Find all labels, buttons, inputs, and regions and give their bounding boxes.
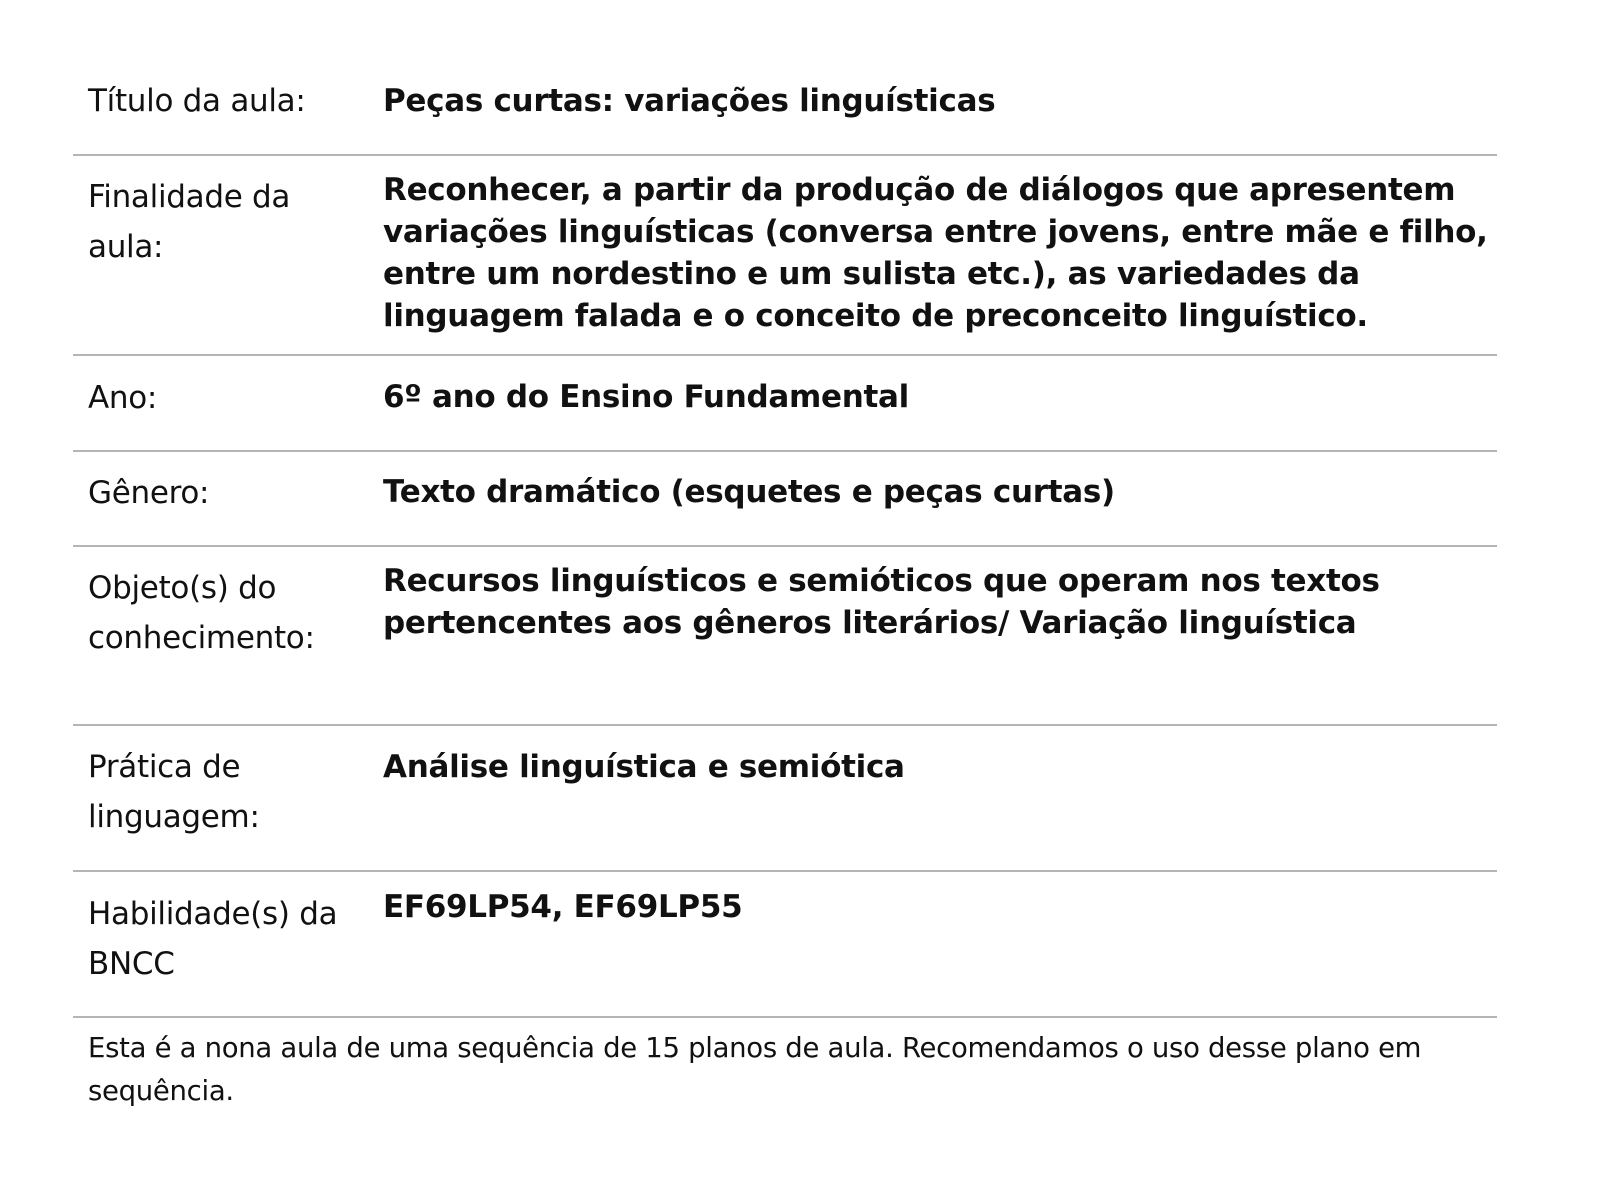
row-genero — [73, 452, 1497, 547]
row-label: Título da aula: — [88, 83, 306, 119]
row-finalidade — [73, 156, 1497, 356]
row-value: Texto dramático (esquetes e peças curtas) — [383, 474, 1115, 510]
row-label: Prática de linguagem: — [88, 749, 260, 835]
row-pratica — [73, 726, 1497, 872]
row-value: EF69LP54, EF69LP55 — [383, 889, 743, 925]
row-label: Gênero: — [88, 475, 210, 511]
row-value: Peças curtas: variações linguísticas — [383, 83, 996, 119]
row-label: Habilidade(s) da BNCC — [88, 896, 338, 982]
row-titulo — [73, 0, 1497, 156]
row-label: Finalidade da aula: — [88, 179, 291, 265]
row-value: Análise linguística e semiótica — [383, 749, 905, 785]
row-value: Recursos linguísticos e semióticos que operam nos textos pertencentes aos gêneros literários/ Variação linguística — [383, 563, 1380, 641]
row-ano — [73, 356, 1497, 452]
row-habilidades — [73, 872, 1497, 1018]
row-value: 6º ano do Ensino Fundamental — [383, 379, 909, 415]
row-value: Reconhecer, a partir da produção de diálogos que apresentem variações linguísticas (conversa entre jovens, entre mãe e filho, entre um nordestino e um sulista etc.), as variedades da linguagem falada e o conceito de preconceito linguístico. — [383, 172, 1488, 334]
row-label: Objeto(s) do conhecimento: — [88, 570, 315, 656]
row-label: Ano: — [88, 380, 158, 416]
row-objeto — [73, 547, 1497, 726]
sequence-note: Esta é a nona aula de uma sequência de 15 planos de aula. Recomendamos o uso desse plano em sequência. — [88, 1032, 1422, 1107]
